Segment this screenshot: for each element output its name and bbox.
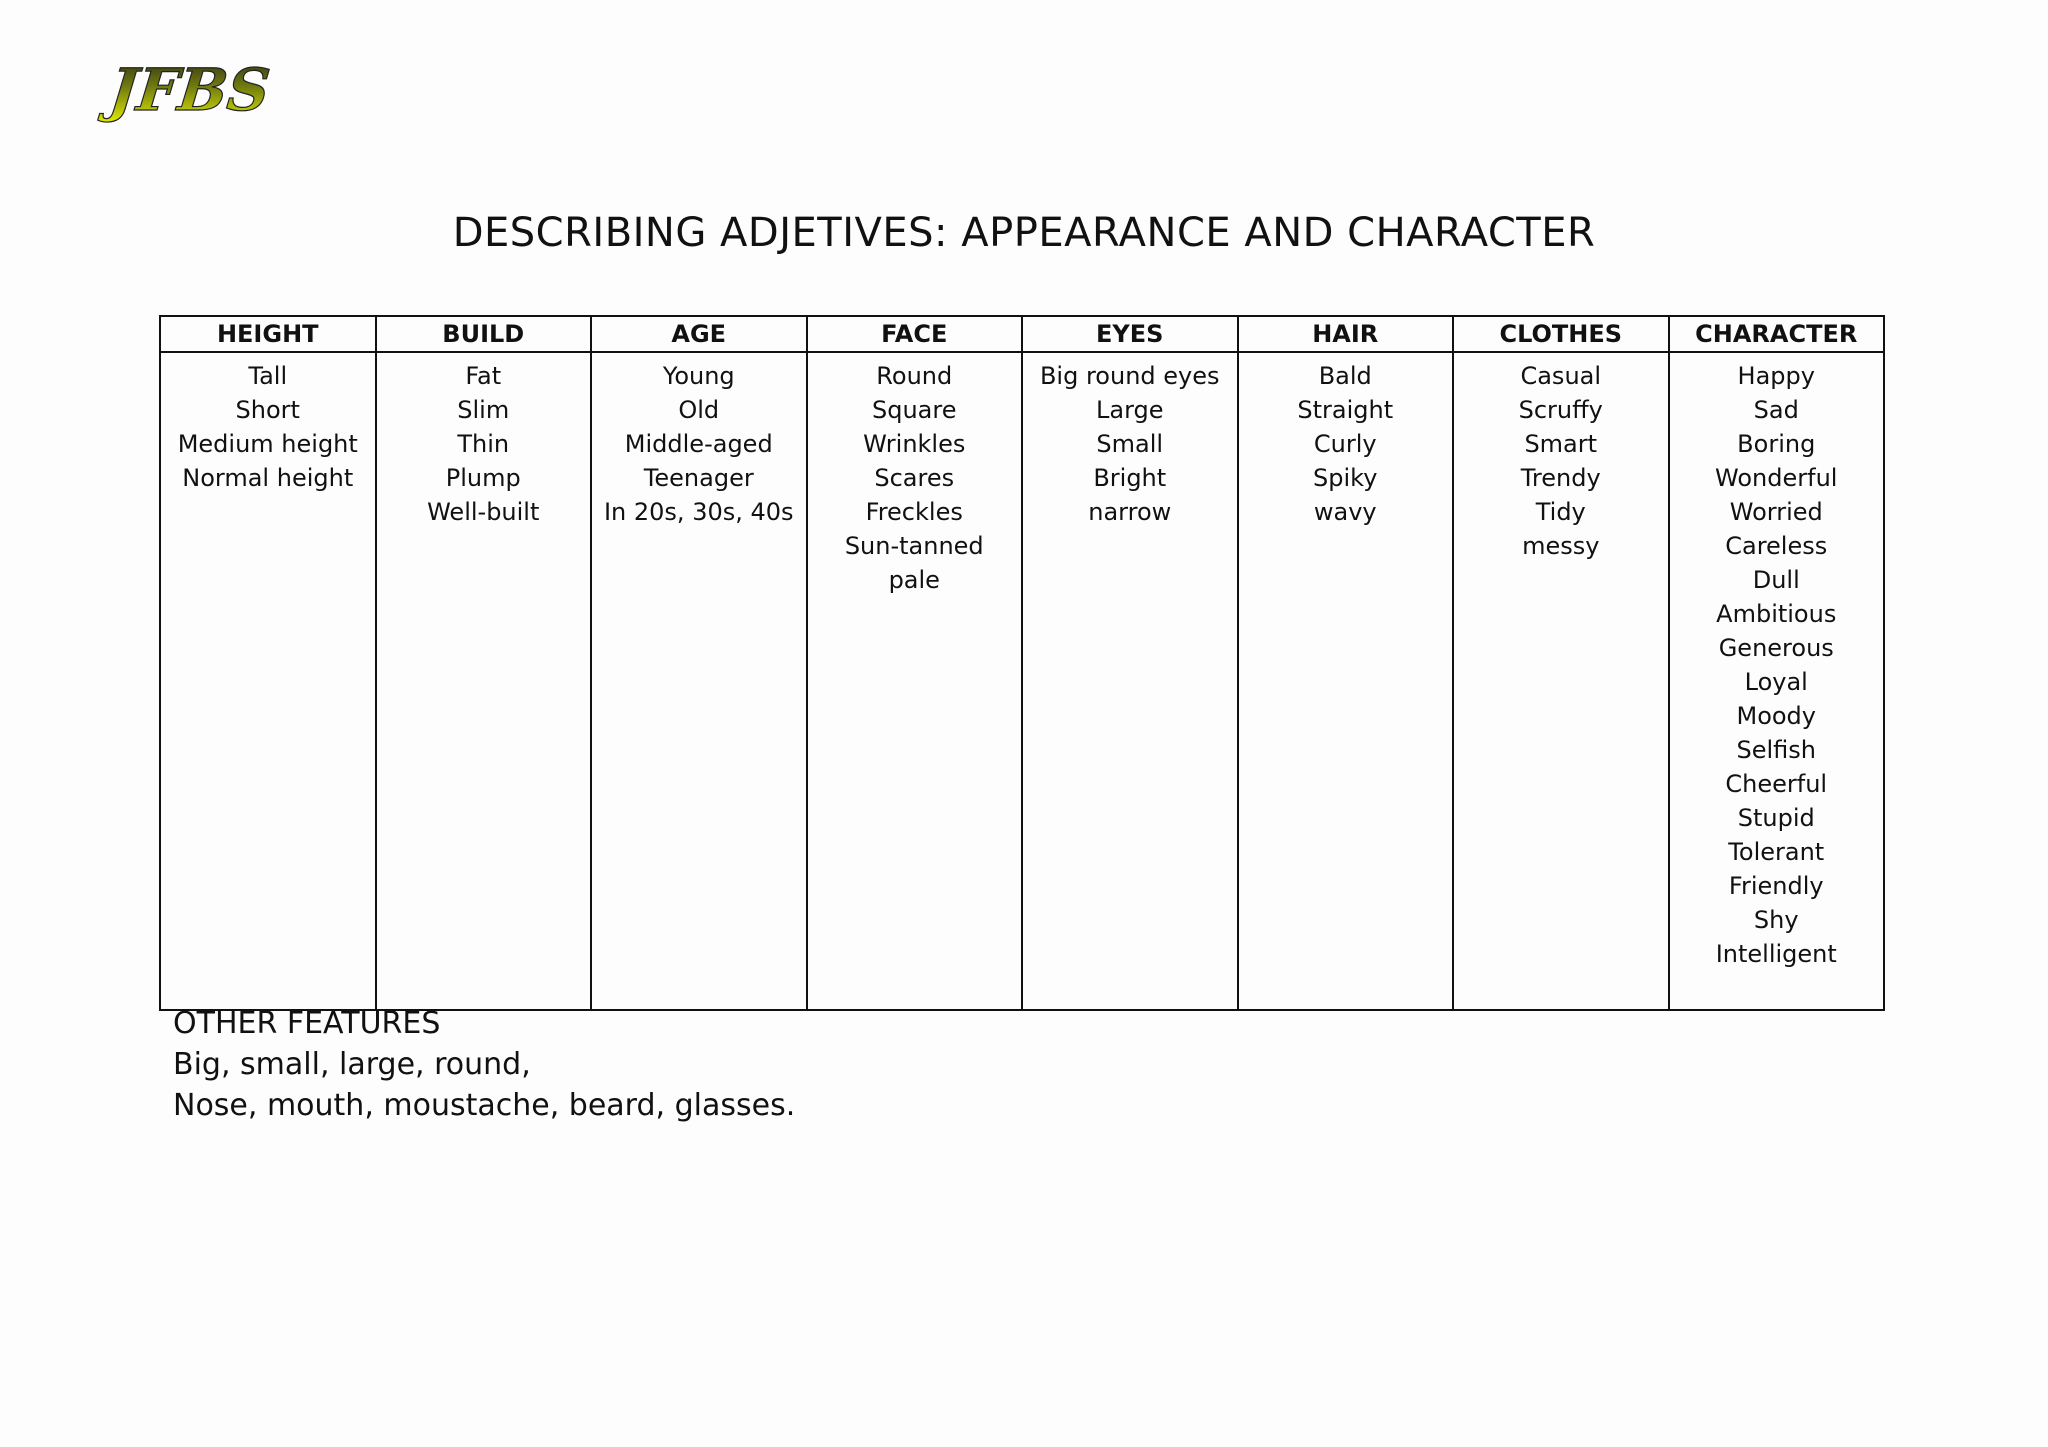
other-features (173, 1003, 795, 1126)
character-word: Happy (1737, 362, 1815, 390)
page-title: DESCRIBING ADJETIVES: APPEARANCE AND CHARACTER (452, 210, 1596, 256)
header-clothes: CLOTHES (1453, 316, 1669, 352)
character-word: Wonderful (1715, 464, 1838, 492)
character-word: Selfish (1736, 736, 1816, 764)
header-character: CHARACTER (1669, 316, 1885, 352)
eyes-word: Bright (1093, 464, 1167, 492)
character-word: Tolerant (1728, 838, 1825, 866)
character-word: Worried (1729, 498, 1823, 526)
eyes-word: Big round eyes (1039, 362, 1220, 390)
column-character (1669, 352, 1885, 1010)
face-word: Scares (874, 464, 955, 492)
hair-word: wavy (1313, 498, 1377, 526)
hair-word: Curly (1313, 430, 1377, 458)
age-word: In 20s, 30s, 40s (603, 498, 794, 526)
column-hair (1238, 352, 1454, 1010)
clothes-word: Smart (1524, 430, 1598, 458)
face-word: pale (888, 566, 940, 594)
build-word: Fat (465, 362, 502, 390)
table-header-row (160, 316, 1884, 352)
face-word: Wrinkles (863, 430, 966, 458)
character-word: Stupid (1737, 804, 1815, 832)
character-word: Friendly (1728, 872, 1824, 900)
clothes-word: Trendy (1520, 464, 1601, 492)
column-clothes (1453, 352, 1669, 1010)
other-features-heading: OTHER FEATURES (173, 1006, 441, 1041)
height-word: Medium height (177, 430, 358, 458)
character-word: Ambitious (1716, 600, 1837, 628)
hair-word: Spiky (1313, 464, 1378, 492)
character-word: Careless (1725, 532, 1828, 560)
build-word: Plump (445, 464, 521, 492)
column-build (376, 352, 592, 1010)
build-word: Well-built (427, 498, 540, 526)
other-features-line: Nose, mouth, moustache, beard, glasses. (173, 1088, 796, 1123)
character-word: Dull (1752, 566, 1800, 594)
table-body-row (160, 352, 1884, 1010)
character-word: Sad (1753, 396, 1799, 424)
face-word: Freckles (865, 498, 963, 526)
eyes-word: Large (1095, 396, 1164, 424)
face-word: Square (872, 396, 957, 424)
clothes-word: messy (1522, 532, 1600, 560)
age-word: Middle-aged (624, 430, 773, 458)
eyes-word: narrow (1088, 498, 1172, 526)
height-word: Short (235, 396, 300, 424)
header-face: FACE (807, 316, 1023, 352)
jfbs-logo (106, 52, 274, 124)
age-word: Teenager (643, 464, 754, 492)
clothes-word: Scruffy (1518, 396, 1603, 424)
clothes-word: Casual (1520, 362, 1602, 390)
face-word: Sun-tanned (844, 532, 984, 560)
column-age (591, 352, 807, 1010)
svg-text:JFBS: JFBS (106, 55, 274, 124)
character-word: Intelligent (1715, 940, 1837, 968)
age-word: Old (678, 396, 720, 424)
adjectives-table (159, 315, 1885, 1011)
height-word: Normal height (182, 464, 354, 492)
face-word: Round (876, 362, 953, 390)
height-word: Tall (248, 362, 288, 390)
character-word: Shy (1753, 906, 1799, 934)
header-hair: HAIR (1238, 316, 1454, 352)
character-word: Moody (1736, 702, 1816, 730)
hair-word: Bald (1318, 362, 1372, 390)
column-face (807, 352, 1023, 1010)
hair-word: Straight (1297, 396, 1394, 424)
clothes-word: Tidy (1535, 498, 1586, 526)
age-word: Young (662, 362, 735, 390)
column-eyes (1022, 352, 1238, 1010)
header-age: AGE (591, 316, 807, 352)
character-word: Loyal (1744, 668, 1808, 696)
other-features-line: Big, small, large, round, (173, 1047, 531, 1082)
column-height (160, 352, 376, 1010)
eyes-word: Small (1096, 430, 1164, 458)
character-word: Cheerful (1725, 770, 1828, 798)
character-word: Boring (1737, 430, 1816, 458)
build-word: Thin (457, 430, 510, 458)
character-word: Generous (1718, 634, 1834, 662)
build-word: Slim (457, 396, 510, 424)
header-height: HEIGHT (160, 316, 376, 352)
header-build: BUILD (376, 316, 592, 352)
header-eyes: EYES (1022, 316, 1238, 352)
